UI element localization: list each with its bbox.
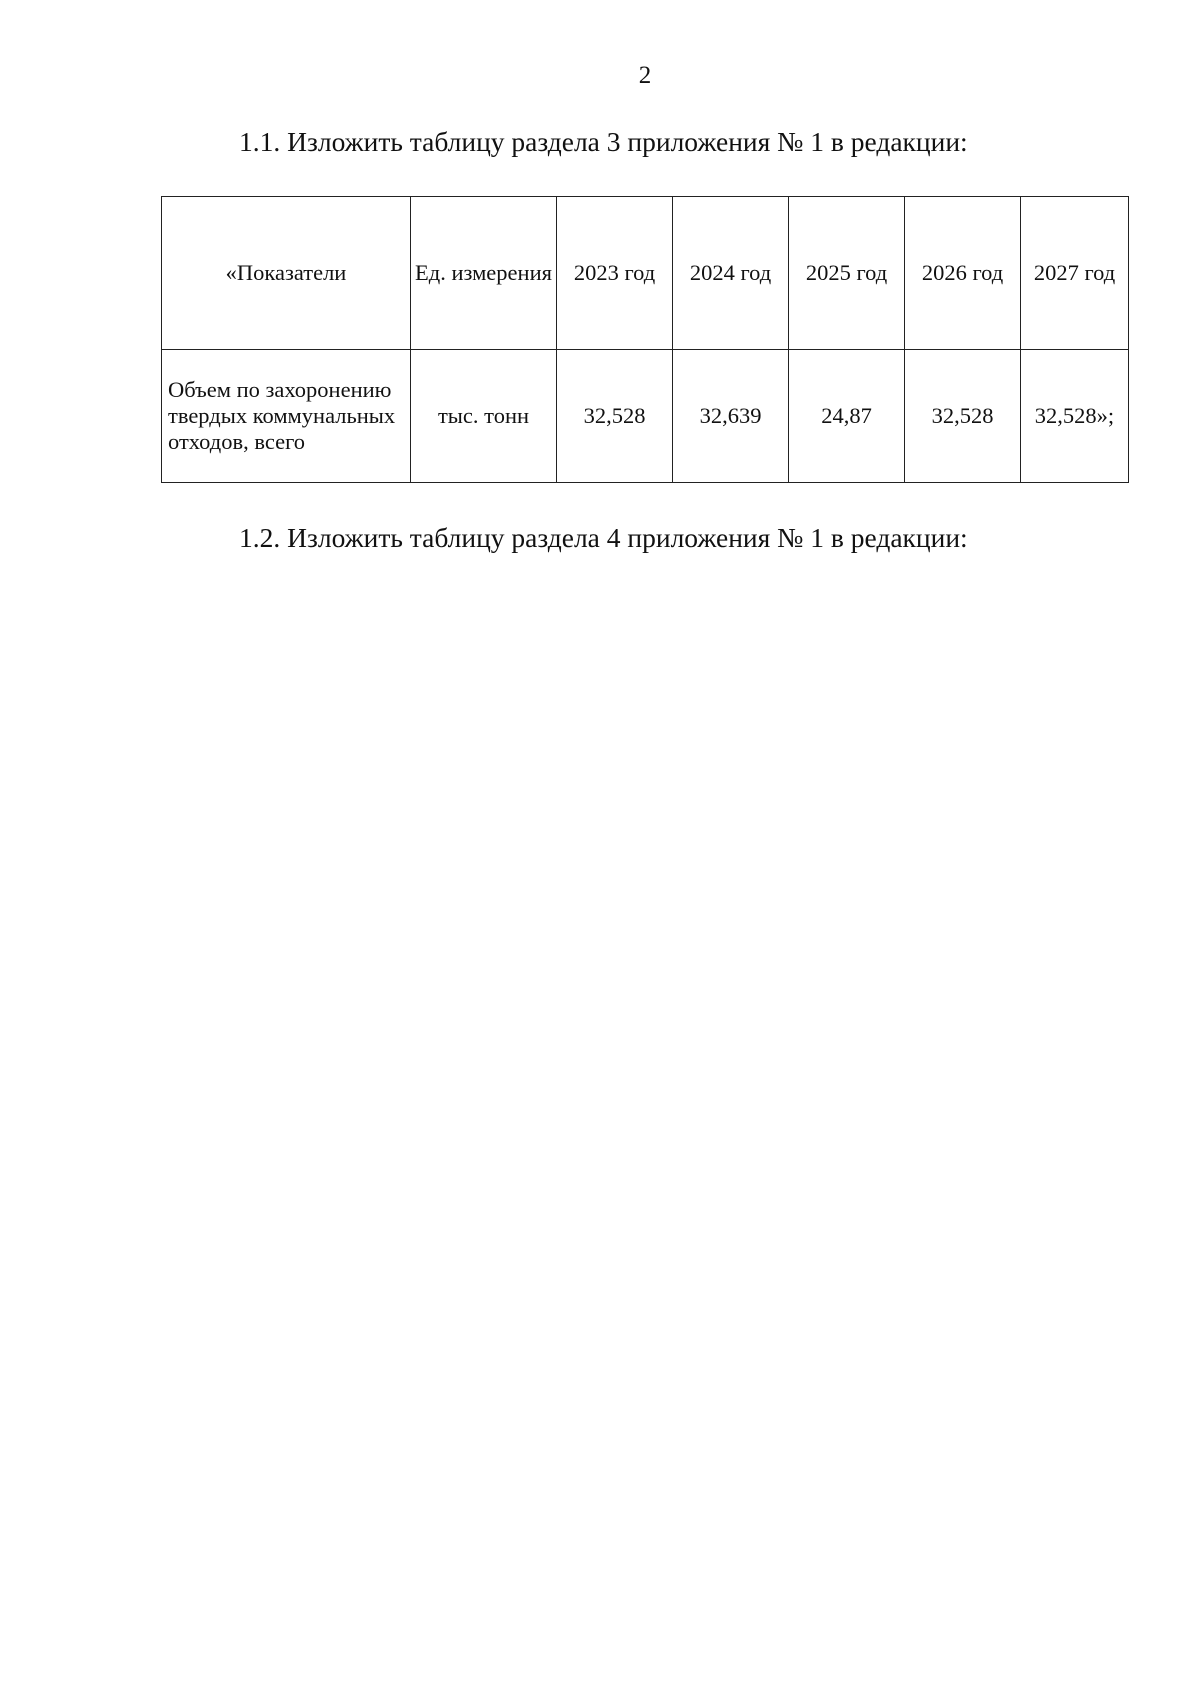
- header-year-2024: 2024 год: [673, 197, 789, 350]
- header-year-2027: 2027 год: [1021, 197, 1129, 350]
- header-unit: Ед. измерения: [411, 197, 557, 350]
- page-number: 2: [638, 62, 652, 89]
- indicators-table: [161, 196, 1129, 483]
- cell-value-2027: 32,528»;: [1021, 350, 1129, 483]
- cell-value-2026: 32,528: [905, 350, 1021, 483]
- cell-value-2025: 24,87: [789, 350, 905, 483]
- cell-value-2023: 32,528: [557, 350, 673, 483]
- header-year-2023: 2023 год: [557, 197, 673, 350]
- cell-value-2024: 32,639: [673, 350, 789, 483]
- header-year-2026: 2026 год: [905, 197, 1021, 350]
- header-year-2025: 2025 год: [789, 197, 905, 350]
- paragraph-2: 1.2. Изложить таблицу раздела 4 приложения № 1 в редакции:: [239, 522, 968, 553]
- cell-unit: тыс. тонн: [411, 350, 557, 483]
- cell-indicator-name: Объем по захоронению твердых коммунальных отходов, всего: [162, 350, 411, 483]
- header-indicators: «Показатели: [162, 197, 411, 350]
- table-header-row: [162, 197, 1129, 350]
- paragraph-1: 1.1. Изложить таблицу раздела 3 приложения № 1 в редакции:: [239, 126, 968, 157]
- table-row: [162, 350, 1129, 483]
